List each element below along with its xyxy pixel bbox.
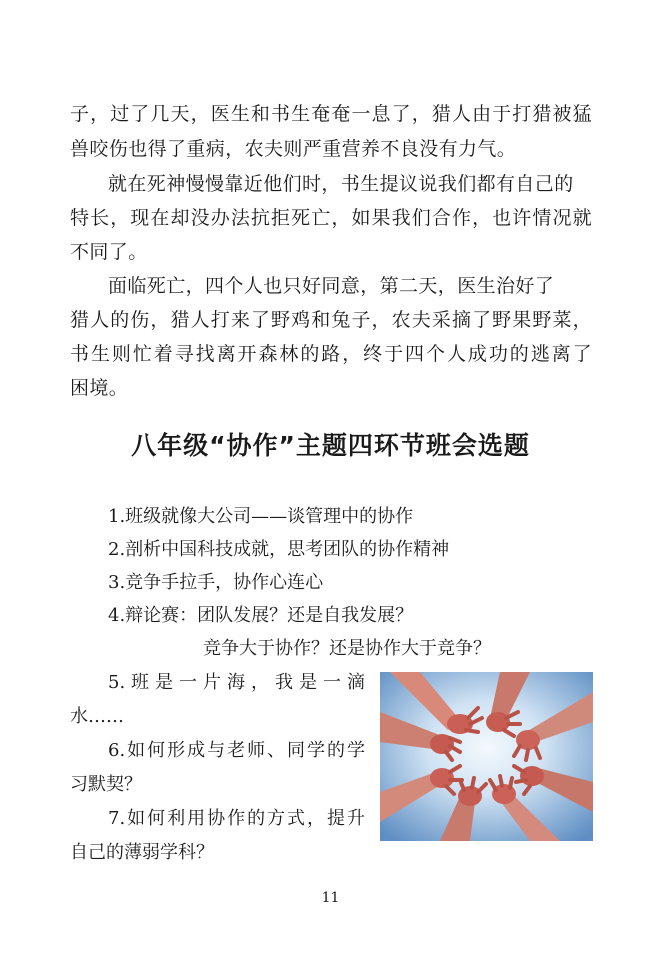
paragraph-3-line-4: 困境。	[70, 377, 129, 399]
topic-6-line-2: 习默契？	[70, 774, 142, 795]
section-title: 八年级“协作”主题四环节班会选题	[131, 431, 530, 460]
topic-1: 1.班级就像大公司——谈管理中的协作	[108, 506, 414, 527]
hands-circle-photo	[380, 672, 593, 841]
topic-4-line-2: 竞争大于协作？还是协作大于竞争？	[203, 638, 491, 659]
topic-5-line-2: 水……	[70, 706, 124, 727]
hands-circle-illustration	[380, 672, 593, 841]
paragraph-3-line-1: 面临死亡，四个人也只好同意，第二天，医生治好了	[108, 275, 555, 297]
paragraph-3-line-2: 猎人的伤，猎人打来了野鸡和兔子，农夫采摘了野果野菜，	[70, 309, 592, 331]
paragraph-2-line-1: 就在死神慢慢靠近他们时，书生提议说我们都有自己的	[108, 173, 574, 195]
paragraph-1-line-2: 兽咬伤也得了重病，农夫则严重营养不良没有力气。	[70, 138, 517, 160]
page-number: 11	[321, 890, 340, 906]
topic-7-line-1: 7.如何利用协作的方式，提升	[108, 808, 365, 829]
topic-2: 2.剖析中国科技成就，思考团队的协作精神	[108, 539, 450, 560]
paragraph-3-line-3: 书生则忙着寻找离开森林的路，终于四个人成功的逃离了	[70, 343, 592, 365]
topic-3: 3.竞争手拉手，协作心连心	[108, 572, 324, 593]
topic-7-line-2: 自己的薄弱学科？	[70, 842, 214, 863]
paragraph-2-line-2: 特长，现在却没办法抗拒死亡，如果我们合作，也许情况就	[70, 207, 592, 229]
topic-5-line-1: 5. 班 是 一 片 海 ， 我 是 一 滴	[108, 672, 365, 693]
topic-6-line-1: 6.如何形成与老师、同学的学	[108, 740, 365, 761]
paragraph-1-line-1: 子，过了几天，医生和书生奄奄一息了，猎人由于打猎被猛	[70, 103, 592, 125]
paragraph-2-line-3: 不同了。	[70, 241, 148, 263]
topic-4-line-1: 4.辩论赛：团队发展？还是自我发展？	[108, 605, 414, 626]
